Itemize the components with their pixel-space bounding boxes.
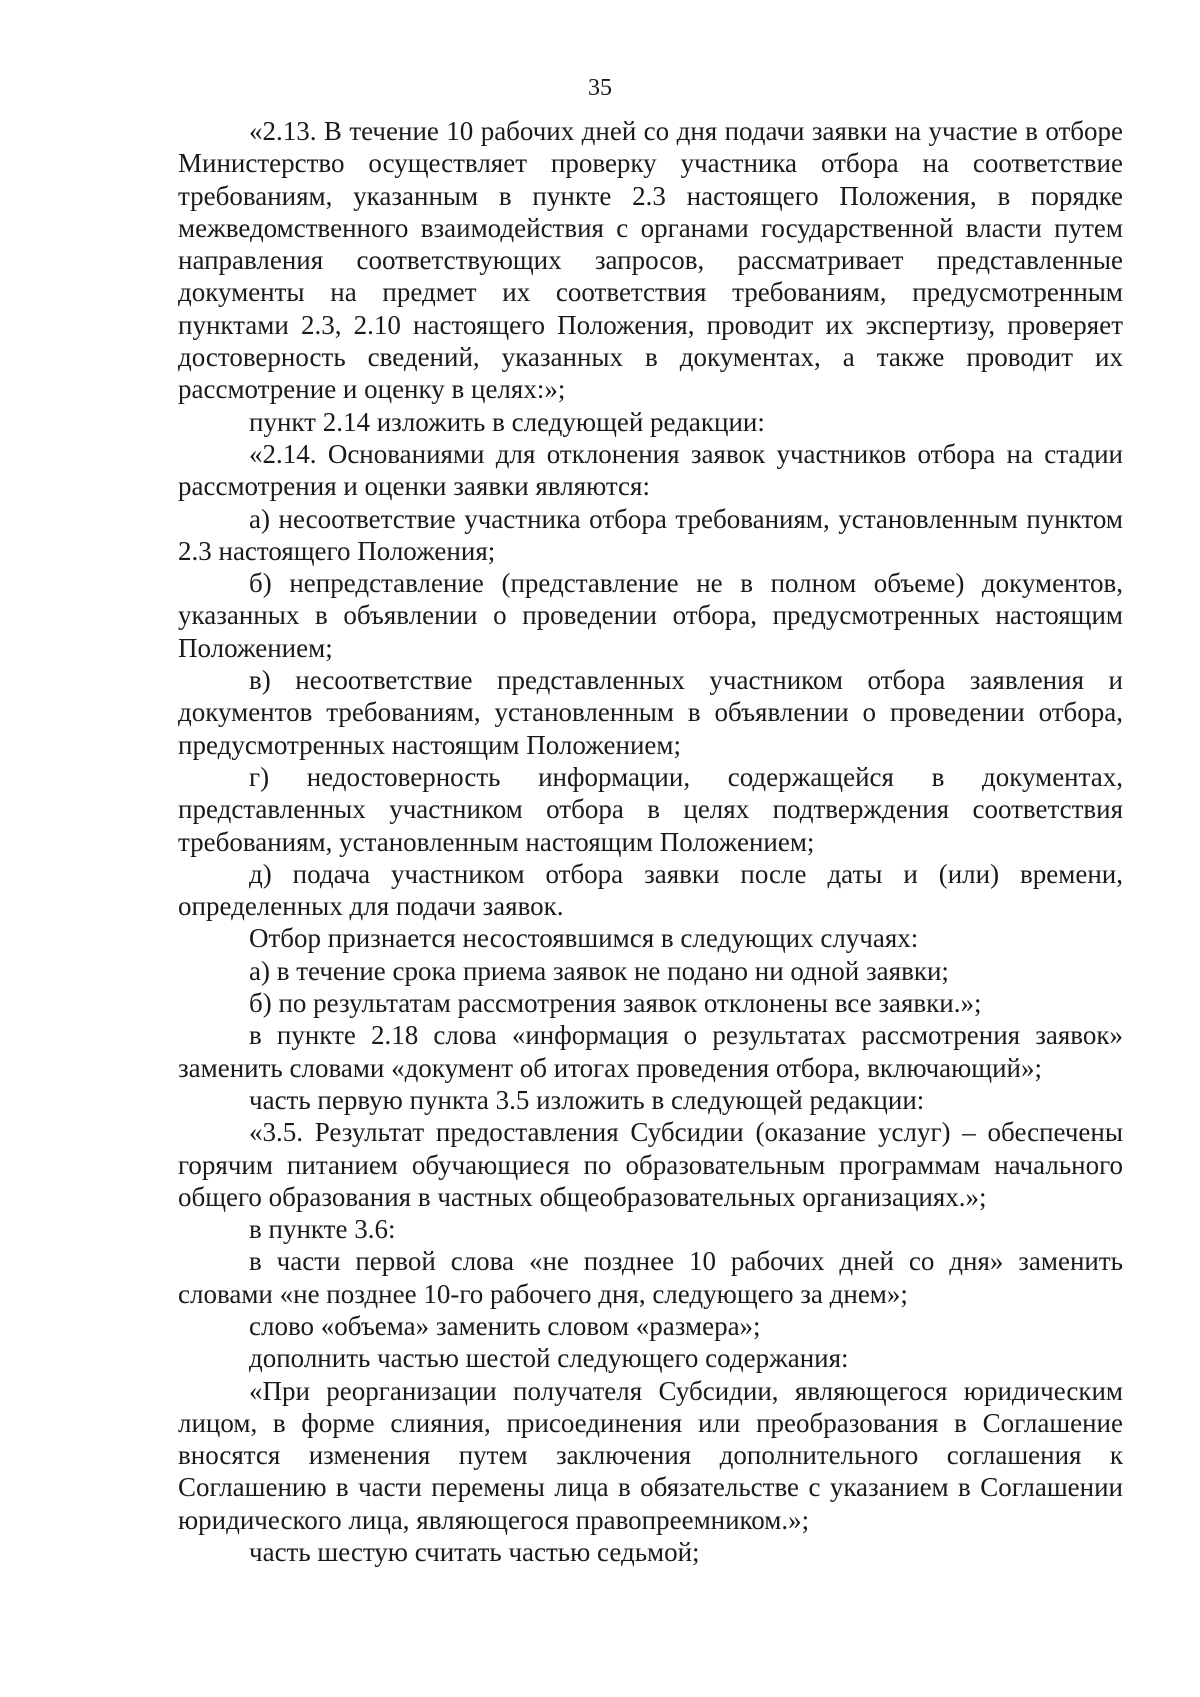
list-item-v: в) несоответствие представленных участником отбора заявления и документов требованиям, установленным в объявлении о проведении отбора, предусмотренных настоящим Положением; (178, 665, 1123, 760)
paragraph-word-replace: слово «объема» заменить словом «размера»; (249, 1310, 761, 1341)
paragraph-selection-failed: Отбор признается несостоявшимся в следующих случаях: (249, 923, 919, 954)
paragraph-part-six-renumber: часть шестую считать частью седьмой; (249, 1537, 700, 1568)
list-item-b: б) непредставление (представление не в полном объеме) документов, указанных в объявлении о проведении отбора, предусмотренных настоящим Положением; (178, 568, 1123, 663)
list-item-a: а) несоответствие участника отбора требованиям, установленным пунктом 2.3 настоящего Положения; (178, 503, 1123, 566)
list-item-g: г) недостоверность информации, содержащейся в документах, представленных участником отбора в целях подтверждения соответствия требованиям, установленным настоящим Положением; (178, 761, 1123, 857)
paragraph-instruction-2-14: пункт 2.14 изложить в следующей редакции: (249, 406, 765, 437)
paragraph-3-6-part-one: в части первой слова «не позднее 10 рабочих дней со дня» заменить словами «не позднее 10-го рабочего дня, следующего за днем»; (178, 1246, 1123, 1309)
paragraph-add-part-six: дополнить частью шестой следующего содержания: (249, 1343, 849, 1374)
page-number: 35 (588, 75, 612, 101)
paragraph-2-13: «2.13. В течение 10 рабочих дней со дня подачи заявки на участие в отборе Министерство осуществляет проверку участника отбора на соответствие требованиям, указанным в пункте 2.3 настоящего Положения, в порядке межведомственного взаимодействия с органами государственной власти путем направления соответствующих запросов, рассматривает представленные документы на предмет их соответствия требованиям, предусмотренным пунктами 2.3, 2.10 настоящего Положения, проводит их экспертизу, проверяет достоверность сведений, указанных в документах, а также проводит их рассмотрение и оценку в целях:»; (178, 116, 1123, 405)
paragraph-3-6-heading: в пункте 3.6: (249, 1214, 396, 1245)
paragraph-2-18: в пункте 2.18 слова «информация о результатах рассмотрения заявок» заменить словами «документ об итогах проведения отбора, включающий»; (178, 1020, 1123, 1083)
list-item-d: д) подача участником отбора заявки после даты и (или) времени, определенных для подачи заявок. (178, 858, 1123, 922)
paragraph-3-5: «3.5. Результат предоставления Субсидии (оказание услуг) – обеспечены горячим питанием обучающиеся по образовательным программам начального общего образования в частных общеобразовательных организациях.»; (178, 1117, 1123, 1212)
paragraph-instruction-3-5: часть первую пункта 3.5 изложить в следующей редакции: (249, 1084, 925, 1115)
list-item-failed-b: б) по результатам рассмотрения заявок отклонены все заявки.»; (249, 988, 982, 1019)
document-body (178, 115, 1123, 1568)
paragraph-2-14: «2.14. Основаниями для отклонения заявок участников отбора на стадии рассмотрения и оценки заявки являются: (178, 438, 1123, 502)
paragraph-reorganization: «При реорганизации получателя Субсидии, являющегося юридическим лицом, в форме слияния, присоединения или преобразования в Соглашение вносятся изменения путем заключения дополнительного соглашения к Соглашению в части перемены лица в обязательстве с указанием в Соглашении юридического лица, являющегося правопреемником.»; (178, 1375, 1123, 1535)
list-item-failed-a: а) в течение срока приема заявок не подано ни одной заявки; (249, 955, 949, 986)
